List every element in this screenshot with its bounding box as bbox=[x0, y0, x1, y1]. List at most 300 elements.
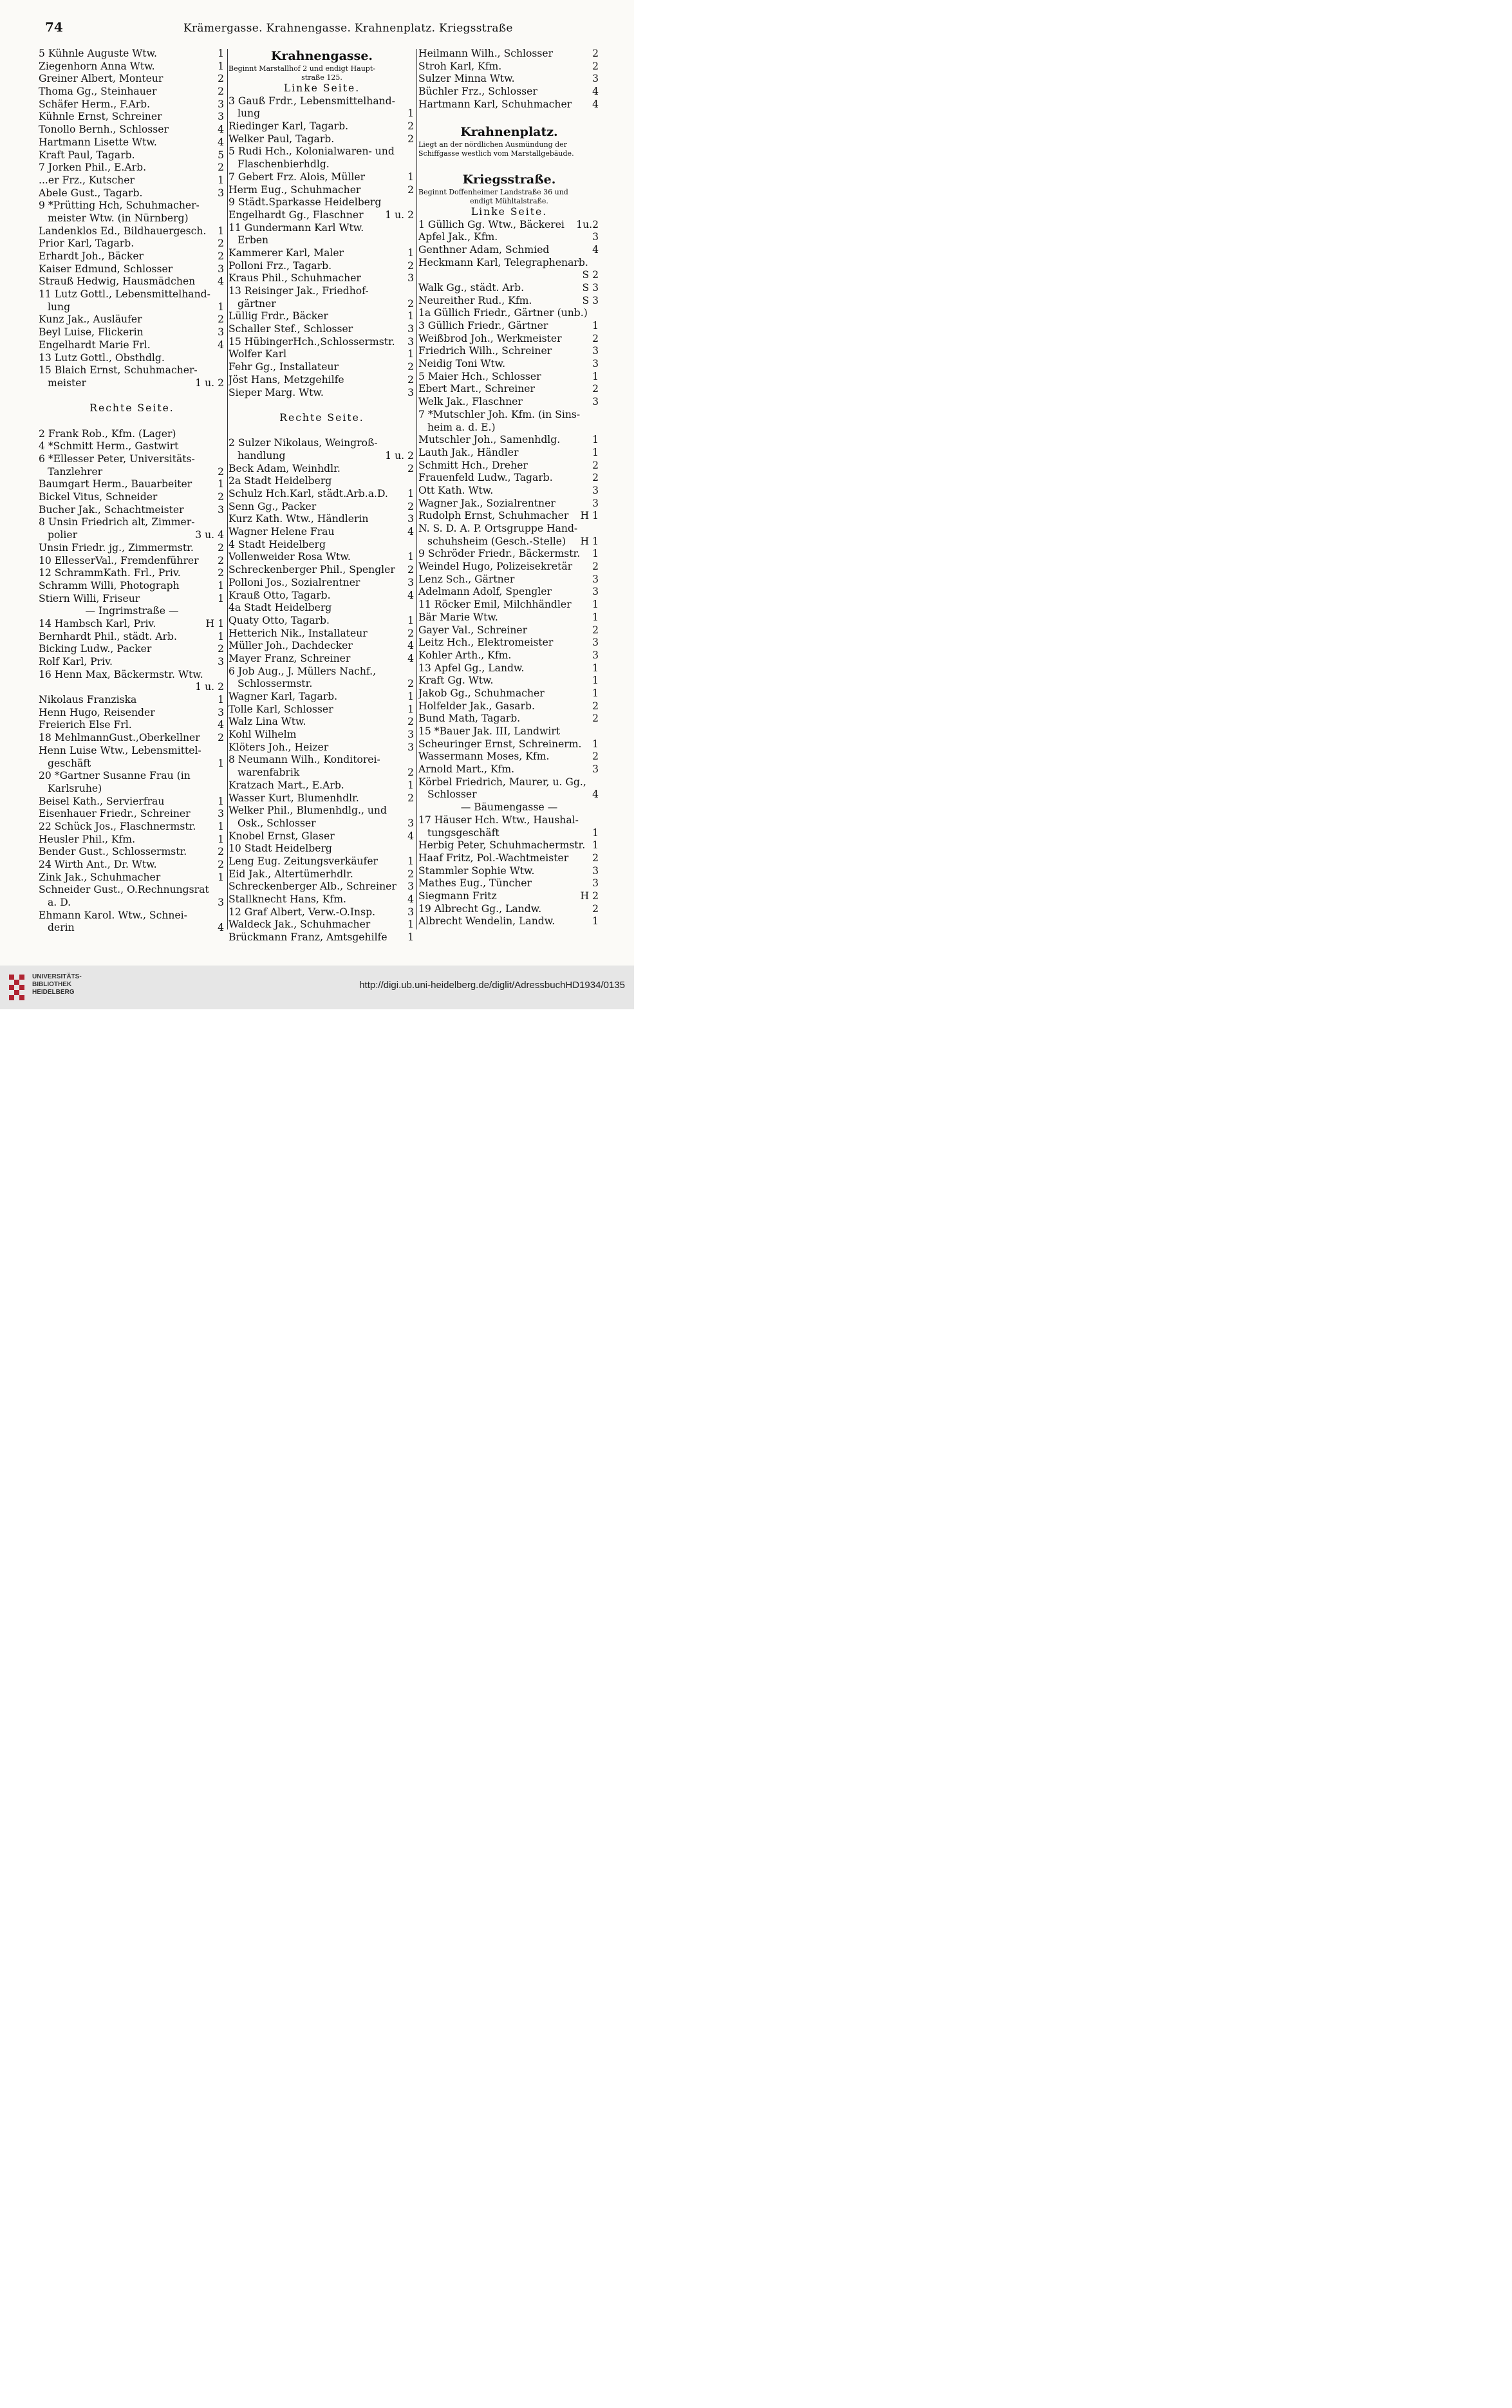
entry-text: Engelhardt Marie Frl. bbox=[39, 339, 151, 351]
directory-entry bbox=[229, 779, 415, 792]
entry-text: Freierich Else Frl. bbox=[39, 719, 132, 731]
entry-text: Kratzach Mart., E.Arb. bbox=[229, 779, 344, 791]
entry-text: Hetterich Nik., Installateur bbox=[229, 627, 368, 639]
floor-number: H 2 bbox=[580, 890, 599, 902]
source-url-link[interactable]: http://digi.ub.uni-heidelberg.de/diglit/AdressbuchHD1934/0135 bbox=[359, 980, 625, 991]
entry-text: Bund Math, Tagarb. bbox=[418, 713, 521, 725]
entry-text: handlung bbox=[238, 449, 286, 462]
directory-entry bbox=[418, 422, 600, 434]
directory-entry bbox=[418, 611, 600, 624]
floor-number: 3 bbox=[407, 576, 414, 588]
directory-entry bbox=[229, 222, 415, 235]
entry-text: 5 Rudi Hch., Kolonialwaren- und bbox=[229, 145, 395, 158]
directory-entry bbox=[229, 716, 415, 729]
entry-text: 2 Frank Rob., Kfm. (Lager) bbox=[39, 427, 176, 440]
directory-entry bbox=[39, 136, 225, 149]
floor-number: 1 u. 2 bbox=[195, 377, 224, 389]
directory-entry bbox=[229, 551, 415, 564]
entry-text: 10 Stadt Heidelberg bbox=[229, 843, 332, 855]
directory-entry bbox=[39, 910, 225, 922]
entry-text: Bickel Vitus, Schneider bbox=[39, 491, 158, 503]
directory-entry bbox=[418, 219, 600, 232]
entry-text: Wasser Kurt, Blumenhdlr. bbox=[229, 792, 359, 804]
floor-number: 1 bbox=[407, 779, 414, 791]
entry-text: 18 MehlmannGust.,Oberkellner bbox=[39, 732, 200, 744]
entry-text: Kohl Wilhelm bbox=[229, 729, 297, 741]
directory-entry bbox=[229, 729, 415, 742]
directory-entry bbox=[418, 738, 600, 751]
entry-text: Müller Joh., Dachdecker bbox=[229, 640, 353, 652]
entry-text: Haaf Fritz, Pol.-Wachtmeister bbox=[418, 852, 569, 864]
entry-text: 15 HübingerHch.,Schlossermstr. bbox=[229, 335, 395, 348]
entry-text: Jakob Gg., Schuhmacher bbox=[418, 687, 545, 699]
directory-entry bbox=[229, 513, 415, 526]
directory-entry bbox=[418, 662, 600, 675]
floor-number: 1 bbox=[592, 446, 599, 458]
entry-text: Leitz Hch., Elektromeister bbox=[418, 637, 554, 649]
entry-text: Welk Jak., Flaschner bbox=[418, 396, 523, 408]
directory-entry bbox=[229, 792, 415, 805]
entry-text: 11 Röcker Emil, Milchhändler bbox=[418, 599, 572, 611]
directory-entry bbox=[418, 510, 600, 523]
directory-entry bbox=[39, 187, 225, 200]
floor-number: 2 bbox=[407, 361, 414, 373]
entry-text: Scheuringer Ernst, Schreinerm. bbox=[418, 738, 582, 750]
directory-entry bbox=[39, 745, 225, 758]
floor-number: 1 bbox=[592, 611, 599, 623]
entry-text: Henn Hugo, Reisender bbox=[39, 706, 155, 718]
directory-entry bbox=[418, 111, 600, 124]
entry-text: Schmitt Hch., Dreher bbox=[418, 459, 528, 471]
entry-text: Welker Phil., Blumenhdlg., und bbox=[229, 805, 387, 817]
directory-entry bbox=[418, 61, 600, 73]
floor-number: 2 bbox=[592, 624, 599, 636]
directory-entry bbox=[229, 298, 415, 311]
entry-text: Krahnengasse. bbox=[270, 49, 373, 63]
entry-text: Wassermann Moses, Kfm. bbox=[418, 751, 550, 763]
entry-text: Beyl Luise, Flickerin bbox=[39, 326, 144, 339]
directory-entry bbox=[39, 555, 225, 568]
floor-number: 3 bbox=[407, 881, 414, 893]
directory-entry bbox=[229, 628, 415, 640]
floor-number: 3 bbox=[407, 729, 414, 741]
directory-entry bbox=[229, 615, 415, 628]
entry-text: Arnold Mart., Kfm. bbox=[418, 763, 515, 776]
floor-number: 2 bbox=[218, 162, 224, 174]
entry-text: 13 Lutz Gottl., Obsthdlg. bbox=[39, 351, 165, 364]
floor-number: 3 bbox=[592, 864, 599, 877]
directory-entry bbox=[39, 301, 225, 314]
floor-number: 1 bbox=[218, 757, 224, 769]
directory-entry bbox=[229, 590, 415, 602]
entry-text: Liegt an der nördlichen Ausmündung der bbox=[418, 140, 567, 149]
entry-text: Ebert Mart., Schreiner bbox=[418, 383, 535, 395]
entry-text: meister Wtw. (in Nürnberg) bbox=[48, 212, 189, 224]
floor-number: 2 bbox=[592, 713, 599, 725]
page-title: Krämergasse. Krahnengasse. Krahnenplatz. Kriegsstraße bbox=[183, 22, 513, 35]
entry-text: 4a Stadt Heidelberg bbox=[229, 602, 332, 614]
directory-entry bbox=[229, 691, 415, 704]
directory-entry bbox=[39, 808, 225, 821]
entry-text: Tanzlehrer bbox=[48, 465, 103, 478]
directory-entry bbox=[229, 754, 415, 767]
directory-entry bbox=[229, 234, 415, 247]
directory-entry bbox=[418, 599, 600, 611]
column-divider bbox=[227, 49, 228, 929]
directory-entry bbox=[229, 881, 415, 893]
floor-number: 3 u. 4 bbox=[195, 529, 224, 541]
entry-text: Ott Kath. Wtw. bbox=[418, 484, 494, 496]
directory-entry bbox=[418, 637, 600, 649]
directory-entry bbox=[229, 310, 415, 323]
entry-text: Wagner Jak., Sozialrentner bbox=[418, 497, 555, 509]
directory-entry bbox=[229, 501, 415, 514]
directory-entry bbox=[39, 238, 225, 250]
entry-text: Büchler Frz., Schlosser bbox=[418, 86, 537, 98]
directory-entry bbox=[418, 751, 600, 763]
directory-entry bbox=[39, 212, 225, 225]
floor-number: 2 bbox=[218, 732, 224, 744]
entry-text: Klöters Joh., Heizer bbox=[229, 741, 329, 753]
directory-entry bbox=[418, 158, 600, 171]
directory-entry bbox=[229, 830, 415, 843]
entry-text: Lüllig Frdr., Bäcker bbox=[229, 310, 328, 322]
directory-entry bbox=[418, 98, 600, 111]
page-number: 74 bbox=[45, 19, 63, 35]
entry-text: Bicking Ludw., Packer bbox=[39, 643, 152, 655]
floor-number: 1 bbox=[592, 434, 599, 446]
entry-text: Brückmann Franz, Amtsgehilfe bbox=[229, 931, 387, 944]
floor-number: H 1 bbox=[580, 510, 599, 522]
entry-text: Stroh Karl, Kfm. bbox=[418, 60, 502, 72]
directory-entry bbox=[229, 678, 415, 691]
directory-entry bbox=[418, 877, 600, 890]
entry-text: Flaschenbierhdlg. bbox=[238, 158, 330, 171]
floor-number: 4 bbox=[407, 893, 414, 905]
directory-entry bbox=[418, 561, 600, 574]
entry-text: derin bbox=[48, 922, 75, 934]
entry-text: Thoma Gg., Steinhauer bbox=[39, 86, 157, 98]
directory-entry bbox=[418, 333, 600, 346]
entry-text: Herm Eug., Schuhmacher bbox=[229, 183, 361, 196]
floor-number: 3 bbox=[218, 503, 224, 516]
floor-number: 3 bbox=[407, 906, 414, 918]
floor-number: 2 bbox=[407, 500, 414, 512]
directory-entry bbox=[229, 450, 415, 463]
entry-text: Herbig Peter, Schuhmachermstr. bbox=[418, 839, 586, 852]
floor-number: 5 bbox=[218, 149, 224, 161]
entry-text: Adelmann Adolf, Spengler bbox=[418, 586, 552, 598]
directory-entry bbox=[39, 770, 225, 783]
entry-text: 9 Schröder Friedr., Bäckermstr. bbox=[418, 548, 581, 560]
directory-entry bbox=[229, 184, 415, 197]
floor-number: 2 bbox=[407, 120, 414, 133]
floor-number: 1 bbox=[592, 738, 599, 750]
floor-number: 2 bbox=[407, 767, 414, 779]
entry-text: a. D. bbox=[48, 897, 71, 909]
directory-entry bbox=[418, 197, 600, 206]
entry-text: Nikolaus Franziska bbox=[39, 694, 137, 706]
floor-number: 4 bbox=[407, 589, 414, 601]
directory-entry bbox=[418, 814, 600, 827]
floor-number: H 1 bbox=[205, 617, 224, 630]
floor-number: 3 bbox=[592, 763, 599, 776]
directory-entry bbox=[418, 687, 600, 700]
directory-entry bbox=[39, 529, 225, 542]
directory-entry bbox=[229, 437, 415, 450]
floor-number: 2 bbox=[218, 859, 224, 870]
entry-text: Leng Eug. Zeitungsverkäufer bbox=[229, 855, 378, 867]
entry-text: Linke Seite. bbox=[471, 205, 548, 218]
directory-entry bbox=[418, 371, 600, 384]
floor-number: 2 bbox=[592, 48, 599, 59]
directory-entry bbox=[229, 64, 415, 73]
entry-text: Zink Jak., Schuhmacher bbox=[39, 871, 161, 883]
directory-entry bbox=[39, 669, 225, 682]
entry-text: Kaiser Edmund, Schlosser bbox=[39, 263, 173, 275]
entry-text: Welker Paul, Tagarb. bbox=[229, 133, 335, 145]
directory-entry bbox=[39, 783, 225, 796]
floor-number: 4 bbox=[218, 339, 224, 351]
entry-text: 7 *Mutschler Joh. Kfm. (in Sins- bbox=[418, 408, 581, 420]
directory-entry bbox=[418, 915, 600, 928]
floor-number: 2 bbox=[218, 73, 224, 85]
floor-number: 2 bbox=[407, 564, 414, 576]
entry-text: Lenz Sch., Gärtner bbox=[418, 573, 515, 585]
directory-entry bbox=[39, 352, 225, 365]
entry-text: Tolle Karl, Schlosser bbox=[229, 703, 333, 715]
directory-entry bbox=[229, 158, 415, 171]
directory-entry bbox=[229, 73, 415, 82]
directory-entry bbox=[39, 440, 225, 453]
directory-entry bbox=[39, 758, 225, 770]
entry-text: Schreckenberger Alb., Schreiner bbox=[229, 881, 397, 893]
floor-number: 3 bbox=[592, 345, 599, 357]
floor-number: 2 bbox=[407, 868, 414, 880]
entry-text: 15 Blaich Ernst, Schuhmacher- bbox=[39, 364, 198, 377]
directory-entry bbox=[229, 868, 415, 881]
directory-entry bbox=[229, 653, 415, 666]
entry-text: Polloni Jos., Sozialrentner bbox=[229, 576, 360, 588]
entry-text: 13 Apfel Gg., Landw. bbox=[418, 662, 525, 674]
directory-entry bbox=[418, 295, 600, 308]
directory-entry bbox=[418, 713, 600, 725]
entry-text: lung bbox=[48, 301, 71, 313]
directory-entry bbox=[229, 893, 415, 906]
entry-text: endigt Mühltalstraße. bbox=[470, 196, 548, 205]
entry-text: Hartmann Lisette Wtw. bbox=[39, 136, 157, 148]
directory-entry bbox=[39, 200, 225, 212]
directory-entry bbox=[418, 447, 600, 460]
directory-entry bbox=[229, 855, 415, 868]
entry-text: Erhardt Joh., Bäcker bbox=[39, 250, 144, 262]
entry-text: 11 Lutz Gottl., Lebensmittelhand- bbox=[39, 288, 210, 301]
directory-entry bbox=[39, 326, 225, 339]
floor-number: 1 bbox=[218, 820, 224, 832]
directory-entry bbox=[229, 463, 415, 476]
floor-number: S 3 bbox=[582, 294, 599, 306]
entry-text: Gayer Val., Schreiner bbox=[418, 624, 528, 636]
directory-entry bbox=[418, 358, 600, 371]
entry-text: 20 *Gartner Susanne Frau (in bbox=[39, 770, 191, 782]
entry-text: Knobel Ernst, Glaser bbox=[229, 830, 335, 842]
floor-number: 1 bbox=[218, 871, 224, 883]
directory-entry bbox=[229, 95, 415, 108]
directory-entry bbox=[418, 231, 600, 244]
directory-entry bbox=[39, 263, 225, 276]
floor-number: 1 bbox=[407, 488, 414, 499]
entry-text: 8 Neumann Wilh., Konditorei- bbox=[229, 754, 380, 766]
directory-entry bbox=[229, 196, 415, 209]
floor-number: 4 bbox=[407, 526, 414, 538]
directory-entry bbox=[39, 86, 225, 98]
directory-entry bbox=[39, 275, 225, 288]
entry-text: 8 Unsin Friedrich alt, Zimmer- bbox=[39, 516, 195, 528]
directory-entry bbox=[418, 345, 600, 358]
entry-text: 24 Wirth Ant., Dr. Wtw. bbox=[39, 859, 157, 870]
directory-entry bbox=[229, 742, 415, 754]
directory-entry bbox=[229, 602, 415, 615]
directory-entry bbox=[418, 852, 600, 865]
floor-number: 2 bbox=[407, 462, 414, 474]
directory-entry bbox=[418, 206, 600, 219]
directory-entry bbox=[229, 399, 415, 412]
floor-number: 1 bbox=[407, 855, 414, 867]
floor-number: 2 bbox=[407, 373, 414, 386]
floor-number: 2 bbox=[407, 133, 414, 145]
directory-entry bbox=[39, 73, 225, 86]
entry-text: Genthner Adam, Schmied bbox=[418, 243, 550, 256]
entry-text: Kraft Paul, Tagarb. bbox=[39, 149, 135, 161]
directory-entry bbox=[229, 577, 415, 590]
entry-text: Neidig Toni Wtw. bbox=[418, 358, 506, 370]
entry-text: Krauß Otto, Tagarb. bbox=[229, 589, 331, 601]
directory-entry bbox=[418, 763, 600, 776]
entry-text: Bucher Jak., Schachtmeister bbox=[39, 503, 184, 516]
entry-text: 15 *Bauer Jak. III, Landwirt bbox=[418, 725, 561, 737]
entry-text: 9 Städt.Sparkasse Heidelberg bbox=[229, 196, 382, 209]
entry-text: Frauenfeld Ludw., Tagarb. bbox=[418, 472, 553, 484]
floor-number: 1 bbox=[218, 60, 224, 72]
scanned-page bbox=[0, 0, 634, 966]
floor-number: 1 bbox=[407, 310, 414, 322]
directory-entry bbox=[418, 624, 600, 637]
entry-text: Rechte Seite. bbox=[279, 411, 364, 424]
floor-number: 1 bbox=[218, 174, 224, 186]
floor-number: 1 bbox=[592, 839, 599, 852]
entry-text: 16 Henn Max, Bäckermstr. Wtw. bbox=[39, 668, 203, 680]
floor-number: 2 bbox=[592, 902, 599, 915]
directory-entry bbox=[39, 149, 225, 162]
entry-text: Heckmann Karl, Telegraphenarb. bbox=[418, 256, 588, 268]
floor-number: 1 u. 2 bbox=[385, 209, 414, 221]
floor-number: 1 bbox=[407, 247, 414, 259]
floor-number: 3 bbox=[407, 323, 414, 335]
directory-entry bbox=[418, 523, 600, 536]
directory-entry bbox=[418, 124, 600, 140]
directory-entry bbox=[39, 631, 225, 644]
directory-entry bbox=[39, 402, 225, 415]
floor-number: 2 bbox=[592, 852, 599, 864]
directory-entry bbox=[39, 516, 225, 529]
floor-number: 2 bbox=[592, 383, 599, 395]
floor-number: 3 bbox=[218, 326, 224, 339]
floor-number: 3 bbox=[218, 808, 224, 820]
directory-entry bbox=[39, 377, 225, 390]
entry-text: lung bbox=[238, 107, 261, 120]
entry-text: 14 Hambsch Karl, Priv. bbox=[39, 617, 156, 630]
floor-number: 4 bbox=[407, 830, 414, 842]
directory-entry bbox=[39, 732, 225, 745]
directory-entry bbox=[418, 188, 600, 197]
entry-text: Senn Gg., Packer bbox=[229, 500, 317, 512]
entry-text: Schaller Stef., Schlosser bbox=[229, 323, 353, 335]
directory-entry bbox=[418, 574, 600, 586]
directory-entry bbox=[418, 586, 600, 599]
directory-entry bbox=[39, 707, 225, 720]
directory-entry bbox=[229, 488, 415, 501]
directory-entry bbox=[39, 250, 225, 263]
directory-entry bbox=[229, 387, 415, 400]
directory-entry bbox=[418, 776, 600, 789]
entry-text: Polloni Frz., Tagarb. bbox=[229, 259, 332, 272]
column-divider bbox=[416, 49, 417, 929]
floor-number: 1 bbox=[218, 795, 224, 807]
floor-number: 4 bbox=[592, 789, 599, 801]
directory-entry bbox=[39, 174, 225, 187]
entry-text: Henn Luise Wtw., Lebensmittel- bbox=[39, 744, 201, 756]
directory-entry bbox=[39, 897, 225, 910]
library-logo-icon bbox=[9, 975, 24, 1000]
directory-entry bbox=[418, 257, 600, 270]
entry-text: 7 Jorken Phil., E.Arb. bbox=[39, 162, 147, 174]
directory-entry bbox=[229, 272, 415, 285]
floor-number: 2 bbox=[218, 238, 224, 250]
entry-text: Fehr Gg., Installateur bbox=[229, 361, 339, 373]
directory-entry bbox=[39, 593, 225, 606]
entry-text: 17 Häuser Hch. Wtw., Haushal- bbox=[418, 814, 579, 826]
directory-entry bbox=[229, 374, 415, 387]
floor-number: 1 bbox=[592, 915, 599, 928]
directory-entry bbox=[39, 796, 225, 808]
directory-entry bbox=[39, 124, 225, 136]
entry-text: 12 Graf Albert, Verw.-O.Insp. bbox=[229, 906, 376, 918]
entry-text: 4 *Schmitt Herm., Gastwirt bbox=[39, 440, 179, 453]
floor-number: 1 u. 2 bbox=[385, 449, 414, 462]
floor-number: 2 bbox=[592, 700, 599, 712]
directory-entry bbox=[229, 82, 415, 95]
entry-text: Heilmann Wilh., Schlosser bbox=[418, 48, 554, 59]
entry-text: Lauth Jak., Händler bbox=[418, 446, 519, 458]
directory-entry bbox=[39, 225, 225, 238]
floor-number: 3 bbox=[592, 358, 599, 370]
floor-number: 1 bbox=[407, 551, 414, 563]
floor-number: 1 bbox=[407, 919, 414, 931]
directory-entry bbox=[418, 649, 600, 662]
directory-entry bbox=[229, 285, 415, 298]
entry-text: Kühnle Ernst, Schreiner bbox=[39, 111, 162, 123]
directory-entry bbox=[39, 61, 225, 73]
floor-number: 4 bbox=[592, 86, 599, 98]
floor-number: 1 bbox=[407, 107, 414, 120]
directory-entry bbox=[418, 485, 600, 498]
floor-number: 1 bbox=[592, 826, 599, 839]
entry-text: 1 Güllich Gg. Wtw., Bäckerei bbox=[418, 218, 565, 230]
floor-number: 2 bbox=[218, 643, 224, 655]
directory-entry bbox=[418, 460, 600, 472]
entry-text: Mathes Eug., Tüncher bbox=[418, 877, 532, 890]
entry-text: Greiner Albert, Monteur bbox=[39, 73, 163, 85]
